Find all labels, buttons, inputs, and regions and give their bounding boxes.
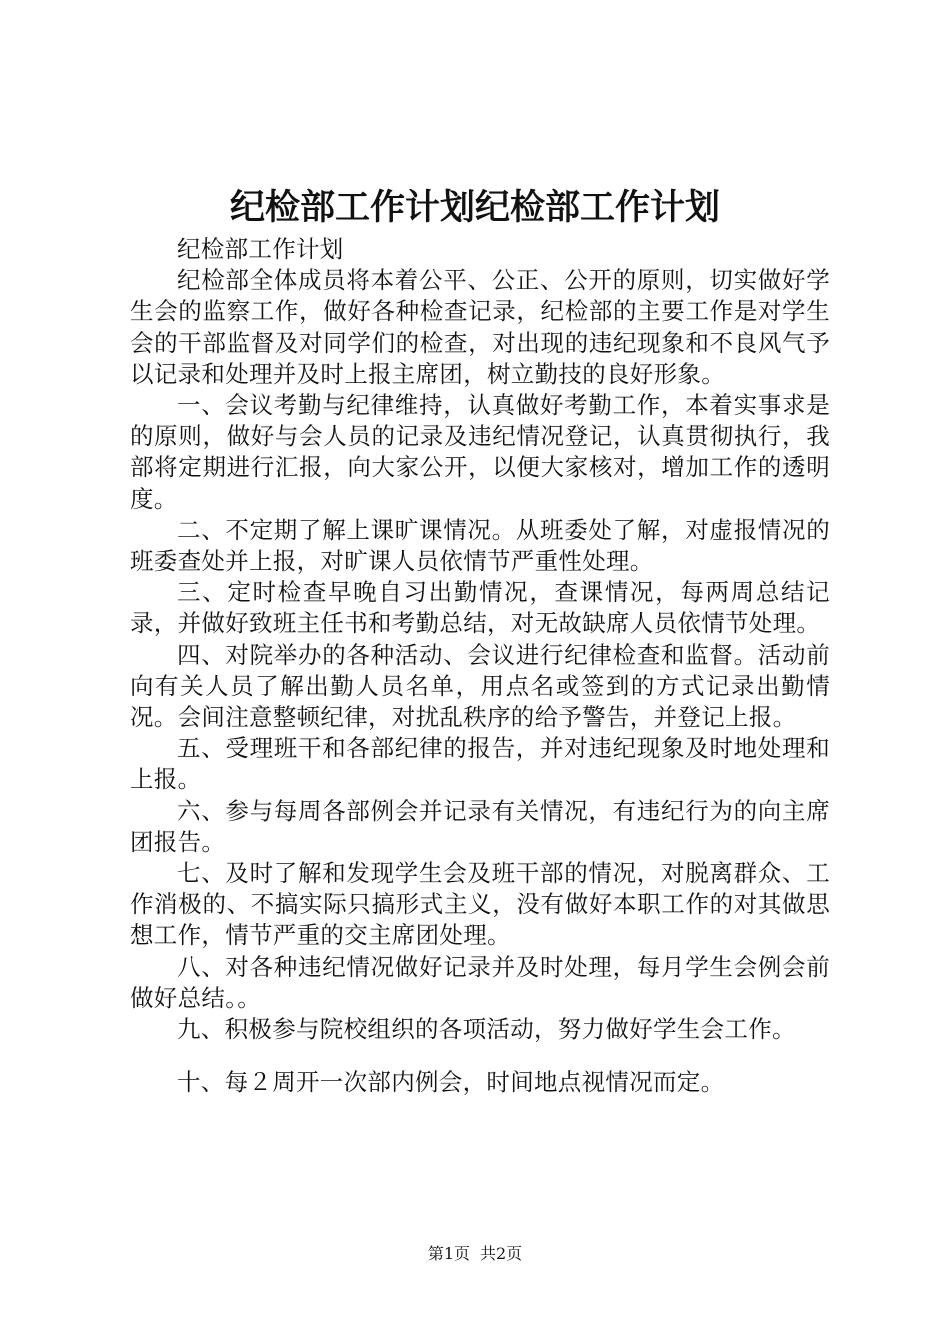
page-number: 第1页 [427,1244,470,1263]
paragraph-item-4: 四、对院举办的各种活动、会议进行纪律检查和监督。活动前向有关人员了解出勤人员名单，用点名或签到的方式记录出勤情况。会间注意整顿纪律，对扰乱秩序的给予警告，并登记上报。 [130,640,830,732]
paragraph-heading: 纪检部工作计划 [177,235,344,263]
page-footer [0,1243,950,1265]
paragraph-item-7: 七、及时了解和发现学生会及班干部的情况，对脱离群众、工作消极的、不搞实际只搞形式主义，没有做好本职工作的对其做思想工作，情节严重的交主席团处理。 [130,859,830,950]
document-body [130,234,830,1098]
paragraph-item-3: 三、定时检查早晚自习出勤情况，查课情况，每两周总结记录，并做好致班主任书和考勤总结，对无故缺席人员依情节处理。 [130,578,830,638]
page-total: 共2页 [480,1244,523,1263]
paragraph-item-9: 九、积极参与院校组织的各项活动，努力做好学生会工作。 [177,1015,796,1044]
paragraph-item-8: 八、对各种违纪情况做好记录并及时处理，每月学生会例会前做好总结。。 [130,952,830,1012]
paragraph-item-6: 六、参与每周各部例会并记录有关情况，有违纪行为的向主席团报告。 [130,796,830,856]
paragraph-item-10: 十、每２周开一次部内例会，时间地点视情况而定。 [177,1068,725,1097]
paragraph-intro: 纪检部全体成员将本着公平、公正、公开的原则，切实做好学生会的监察工作，做好各种检查记录，纪检部的主要工作是对学生会的干部监督及对同学们的检查，对出现的违纪现象和不良风气予以记录和处理并及时上报主席团，树立勤技的良好形象。 [130,266,830,388]
document-title: 纪检部工作计划纪检部工作计划 [229,187,720,228]
paragraph-item-5: 五、受理班干和各部纪律的报告，并对违纪现象及时地处理和上报。 [130,734,830,794]
paragraph-item-2: 二、不定期了解上课旷课情况。从班委处了解，对虚报情况的班委查处并上报，对旷课人员依情节严重性处理。 [130,515,830,576]
paragraph-item-1: 一、会议考勤与纪律维持，认真做好考勤工作，本着实事求是的原则，做好与会人员的记录及违纪情况登记，认真贯彻执行，我部将定期进行汇报，向大家公开，以便大家核对，增加工作的透明度。 [130,391,830,513]
